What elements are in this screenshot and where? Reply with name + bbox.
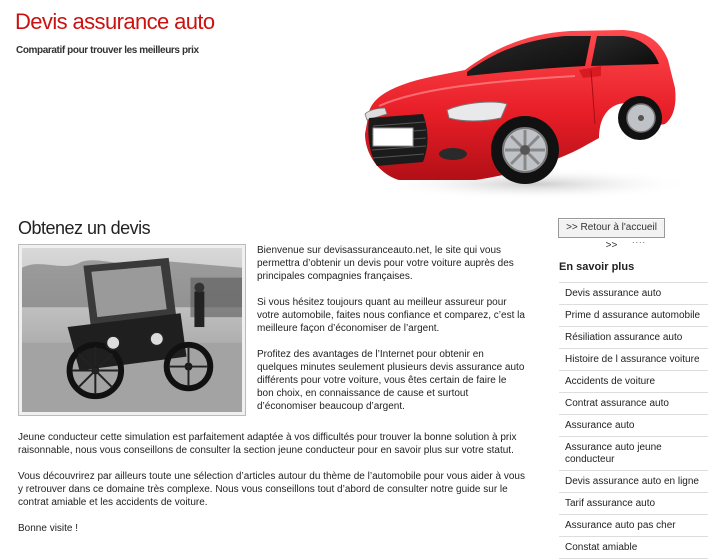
sidebar-link-accidents[interactable]: Accidents de voiture	[559, 370, 708, 392]
home-button[interactable]: >> Retour à l'accueil >>	[558, 218, 665, 238]
site-title: Devis assurance auto	[15, 9, 215, 34]
sidebar-link-contrat[interactable]: Contrat assurance auto	[559, 392, 708, 414]
red-car-image	[355, 14, 690, 204]
sidebar-link-tarif[interactable]: Tarif assurance auto	[559, 492, 708, 514]
intro-paragraph: Bienvenue sur devisassuranceauto.net, le site qui vous permettra d’obtenir un devis pour votre voiture auprès des principales compagnies françaises.	[257, 245, 514, 282]
body-paragraph: Jeune conducteur cette simulation est parfaitement adaptée à vos difficultés pour trouver la bonne solution à prix raisonnable, nous vous conseillons de consulter la section jeune conducteur pour en savoir plus sur votre statut.	[18, 432, 517, 456]
page-heading: Obtenez un devis	[18, 218, 151, 238]
intro-paragraph: Si vous hésitez toujours quant au meilleur assureur pour votre automobile, faites nous confiance et comparez, c’est la meilleure façon d’économiser de l’argent.	[257, 297, 525, 334]
intro-text	[257, 244, 525, 426]
sidebar-link-prime-assurance[interactable]: Prime d assurance automobile	[559, 304, 708, 326]
body-text	[18, 431, 528, 548]
body-paragraph: Vous découvrirez par ailleurs toute une sélection d’articles autour du thème de l’automobile pour vous aider à vous y retrouver dans ce domaine très complexe. Nous vous conseillons tout d’abord de consulter notre guide sur le contrat amiable et les accidents de voiture.	[18, 471, 525, 508]
sidebar-link-resiliation[interactable]: Résiliation assurance auto	[559, 326, 708, 348]
sidebar-link-devis-en-ligne[interactable]: Devis assurance auto en ligne	[559, 470, 708, 492]
sidebar-nav	[559, 282, 708, 559]
site-tagline: Comparatif pour trouver les meilleurs prix	[16, 45, 199, 56]
intro-paragraph: Profitez des avantages de l’Internet pour obtenir en quelques minutes seulement plusieurs devis assurance auto différents pour votre voiture, vous êtes certain de faire le bon choix, en connaissance de cause et surtout d’économiser beaucoup d’argent.	[257, 349, 525, 412]
vintage-car-photo	[18, 244, 246, 416]
sidebar-link-pas-cher[interactable]: Assurance auto pas cher	[559, 514, 708, 536]
sidebar-link-devis-assurance-auto[interactable]: Devis assurance auto	[559, 282, 708, 304]
sidebar-link-assurance-auto[interactable]: Assurance auto	[559, 414, 708, 436]
sidebar-link-histoire[interactable]: Histoire de l assurance voiture	[559, 348, 708, 370]
sidebar-link-constat-amiable[interactable]: Constat amiable	[559, 536, 708, 559]
body-paragraph: Bonne visite !	[18, 523, 79, 534]
sidebar-link-jeune-conducteur[interactable]: Assurance auto jeune conducteur	[559, 436, 708, 470]
dots-separator: ....	[632, 235, 647, 245]
sidebar-heading: En savoir plus	[559, 261, 635, 273]
